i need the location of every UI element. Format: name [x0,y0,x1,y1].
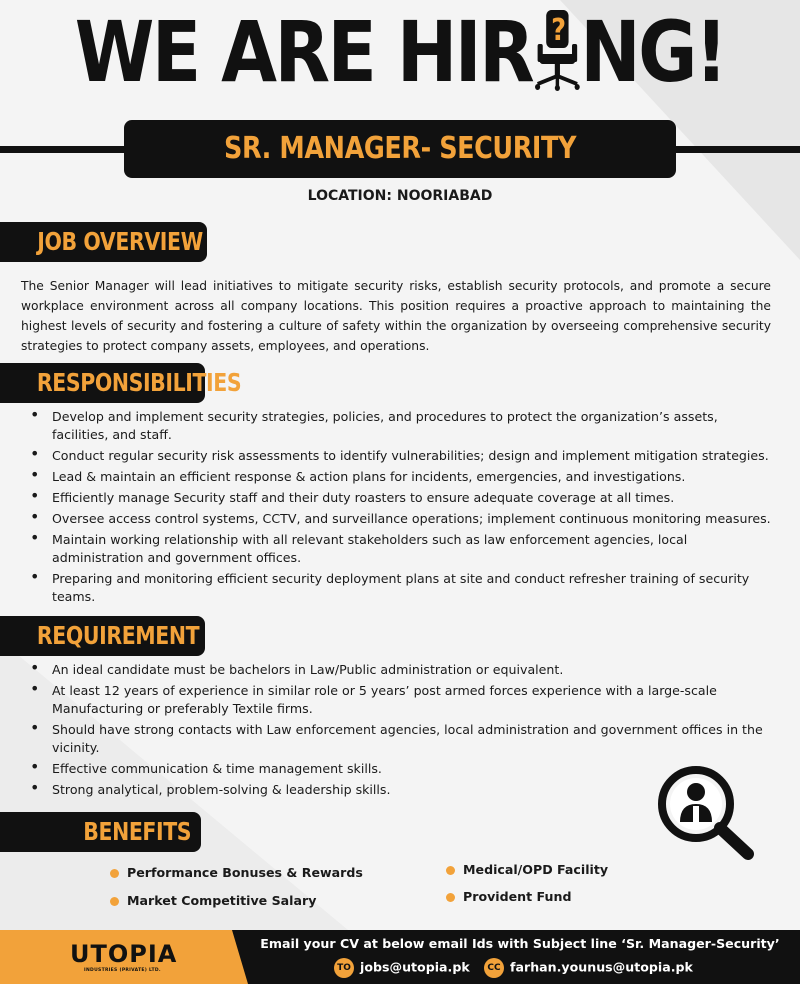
bullet-dot [446,866,455,875]
benefit-item [110,865,363,880]
section-title: REQUIREMENT [36,621,200,650]
bullet-dot [110,897,119,906]
list-item: • An ideal candidate must be bachelors in Law/Public administration or equivalent. [30,661,770,679]
benefit-label: Performance Bonuses & Rewards [127,865,363,880]
headline-part2: NG! [580,3,726,101]
list-item: • Efficiently manage Security staff and their duty roasters to ensure adequate coverage at all times. [30,489,778,507]
company-logo-subtitle: INDUSTRIES (PRIVATE) LTD. [84,968,161,973]
list-item: • Oversee access control systems, CCTV, and surveillance operations; implement continuous monitoring measures. [30,510,778,528]
benefit-item [110,893,316,908]
benefit-label: Provident Fund [463,889,572,904]
to-email-text[interactable]: jobs@utopia.pk [360,959,470,975]
list-item: • Maintain working relationship with all relevant stakeholders such as law enforcement agencies, local administration and government offices. [30,531,778,567]
list-item: • Preparing and monitoring efficient security deployment plans at site and conduct refresher training of security teams. [30,570,778,606]
company-logo: UTOPIA [70,940,178,968]
responsibilities-list [30,408,778,609]
section-tab-overview [0,222,207,262]
list-item: • Lead & maintain an efficient response & action plans for incidents, emergencies, and investigations. [30,468,778,486]
job-title-bar [124,120,676,178]
list-item: • Strong analytical, problem-solving & leadership skills. [30,781,770,799]
list-item: • Develop and implement security strategies, policies, and procedures to protect the organization’s assets, facilities, and staff. [30,408,778,444]
bullet-dot [110,869,119,878]
section-title: JOB OVERVIEW [37,227,203,256]
section-tab-benefits [0,812,201,852]
list-item: • Should have strong contacts with Law enforcement agencies, local administration and government offices in the vicinity. [30,721,770,757]
list-item: • Effective communication & time management skills. [30,760,770,778]
cc-email-text[interactable]: farhan.younus@utopia.pk [510,959,693,975]
bullet-dot [446,893,455,902]
search-person-icon [656,764,756,860]
benefit-label: Medical/OPD Facility [463,862,609,877]
to-badge: TO [334,958,354,978]
benefit-item [446,889,571,904]
to-email[interactable] [334,958,470,978]
section-tab-responsibilities [0,363,242,403]
office-chair-icon [532,4,580,92]
benefit-label: Market Competitive Salary [127,893,317,908]
cc-badge: CC [484,958,504,978]
list-item: • Conduct regular security risk assessments to identify vulnerabilities; design and implement mitigation strategies. [30,447,778,465]
headline [56,2,744,102]
headline-part1: WE ARE HIR [74,3,533,101]
section-title: RESPONSIBILITIES [36,368,242,397]
benefit-item [446,862,608,877]
footer-instruction: Email your CV at below email Ids with Subject line ‘Sr. Manager-Security’ [260,936,780,951]
overview-text: The Senior Manager will lead initiatives to mitigate security risks, establish security protocols, and promote a secure workplace environment across all company locations. This position requires a proactive approach to maintaining the highest levels of security and fostering a culture of safety within the organization by overseeing comprehensive security strategies to protect company assets, employees, and operations. [21,279,771,353]
svg-text:?: ? [550,12,564,48]
job-title: SR. MANAGER- SECURITY [224,131,576,166]
location: LOCATION: NOORIABAD [307,188,493,204]
section-title: BENEFITS [83,817,192,846]
section-tab-requirement [0,616,205,656]
cc-email[interactable] [484,958,693,978]
list-item: • At least 12 years of experience in similar role or 5 years’ post armed forces experience with a large-scale Manufacturing or preferably Textile firms. [30,682,770,718]
